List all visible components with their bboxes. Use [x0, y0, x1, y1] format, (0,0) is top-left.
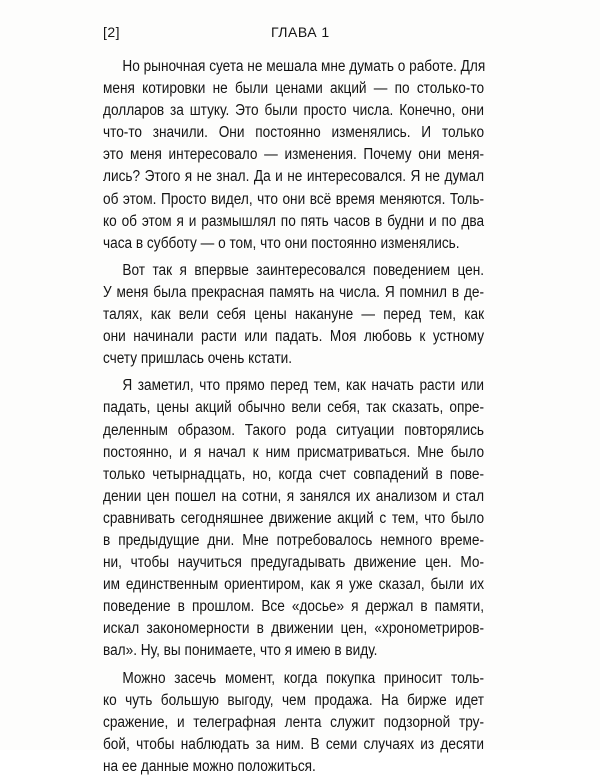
text-line: Можно засечь момент, когда покупка приносит толь-	[122, 669, 485, 687]
text-line: долларов за штуку. Это были просто числа. Конечно, они	[103, 102, 485, 120]
text-line: что-то значили. Они постоянно изменялись. И только	[103, 124, 485, 142]
text-line: часа в субботу — о том, что они постоянно изменялись.	[103, 234, 460, 252]
text-line: Вот так я впервые заинтересовался поведением цен.	[122, 261, 485, 279]
paragraph	[103, 56, 484, 255]
text-line: ко об этом я и размышлял по пять часов в будни и по два	[103, 212, 485, 230]
paragraph	[103, 668, 484, 778]
text-line: деленным образом. Такого рода ситуации повторялись	[103, 421, 485, 439]
text-line: они начинали расти или падать. Моя любовь к устному	[103, 328, 485, 346]
text-line: Но рыночная суета не мешала мне думать о работе. Для	[122, 58, 486, 75]
text-line: постоянно, и я начал к ним присматриваться. Мне было	[103, 443, 485, 461]
text-line: искал закономерности в движении цен, «хронометриров-	[103, 620, 485, 638]
text-line: талях, как вели себя цены накануне — перед тем, как	[103, 306, 485, 324]
text-line: им единственным ориентиром, как я уже сказал, были их	[103, 576, 485, 594]
paragraph	[103, 375, 484, 662]
text-line: сражение, и телеграфная лента служит подзорной тру-	[103, 713, 485, 731]
chapter-title: ГЛАВА 1	[271, 24, 330, 40]
text-line: это меня интересовало — изменения. Почему они меня-	[103, 146, 485, 164]
text-line: на ее данные можно положиться.	[103, 757, 316, 775]
text-line: падать, цены акций обычно вели себя, так сказать, опре-	[103, 399, 485, 417]
body-text	[103, 56, 484, 778]
paragraph	[103, 260, 484, 370]
text-line: счету пришлась очень кстати.	[103, 350, 293, 368]
text-line: Я заметил, что прямо перед тем, как начать расти или	[122, 377, 485, 395]
text-line: У меня была прекрасная память на числа. Я помнил в де-	[103, 283, 485, 301]
page-number: [2]	[103, 24, 121, 40]
text-line: поведение в прошлом. Все «досье» я держал в памяти,	[103, 598, 485, 616]
text-line: бой, чтобы наблюдать за ним. В семи случаях из десяти	[103, 735, 485, 753]
text-line: дении цен пошел на сотни, я занялся их анализом и стал	[103, 487, 485, 505]
text-line: лись? Этого я не знал. Да и не интересовался. Я не думал	[103, 168, 485, 186]
running-head	[103, 24, 483, 44]
text-line: в предыдущие дни. Мне потребовалось немного време-	[103, 531, 485, 549]
text-line: сравнивать сегодняшнее движение акций с тем, что было	[103, 509, 485, 527]
text-line: вал». Ну, вы понимаете, что я имею в виду.	[103, 642, 378, 660]
text-line: об этом. Просто видел, что они всё время меняются. Толь-	[103, 190, 485, 208]
text-line: меня котировки не были ценами акций — по столько-то	[103, 80, 485, 98]
text-line: только четырнадцать, но, когда счет совпадений в пове-	[103, 465, 485, 483]
text-line: ни, чтобы научиться предугадывать движение цен. Мо-	[103, 554, 485, 572]
text-line: ко чуть большую выгоду, чем продажа. На бирже идет	[103, 691, 485, 709]
